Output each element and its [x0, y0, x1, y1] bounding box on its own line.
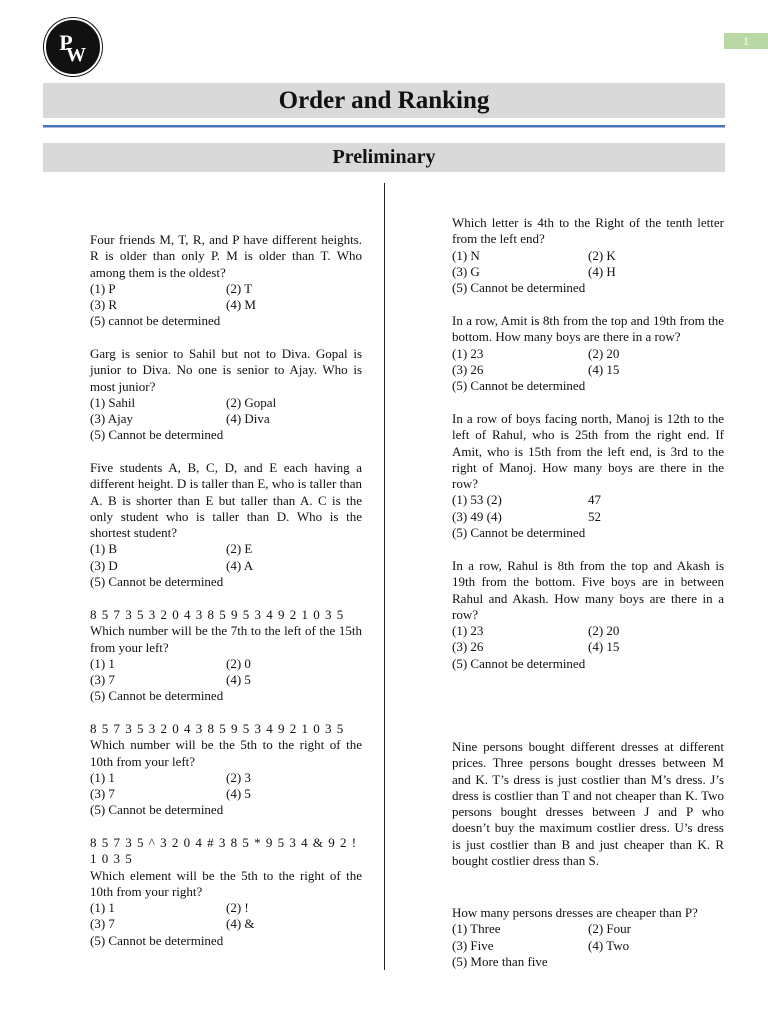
question-block: [90, 346, 362, 444]
option: (1) Sahil: [90, 394, 136, 410]
option: (5) Cannot be determined: [90, 574, 224, 590]
question-text: Five students A, B, C, D, and E each having a different height. D is taller than E, who is taller than A. B is shorter than E but taller than A. C is the only student who is taller than D. Who is the shortest student?: [90, 460, 362, 541]
option: (5) Cannot be determined: [452, 378, 586, 394]
option: (2) Gopal: [226, 394, 277, 410]
option: (2) E: [226, 541, 253, 557]
option: (5) Cannot be determined: [90, 802, 224, 818]
page-number: 1: [724, 33, 768, 49]
option: (5) Cannot be determined: [90, 932, 224, 948]
question-block: [452, 905, 724, 970]
question-text: In a row, Rahul is 8th from the top and Akash is 19th from the bottom. Five boys are in between Rahul and Akash. How many boys are there in a row?: [452, 558, 724, 622]
option: (2) 0: [226, 655, 251, 671]
question-block: [452, 215, 724, 296]
option: (1) 23: [452, 623, 484, 639]
option: (4) &: [226, 916, 255, 932]
question-text: Four friends M, T, R, and P have different heights. R is older than only P. M is older than T. Who among them is the oldest?: [90, 232, 362, 280]
option: (5) Cannot be determined: [90, 427, 224, 443]
title-underline-shadow: [43, 127, 725, 128]
symbol-sequence: 8 5 7 3 5 ^ 3 2 0 4 # 3 8 5 * 9 5 3 4 & 9 2 ! 1 0 3 5: [90, 835, 358, 867]
option: (3) 26: [452, 361, 484, 377]
question-block: [90, 460, 362, 590]
options: [452, 623, 724, 672]
question-block: [90, 721, 362, 819]
option: (5) Cannot be determined: [452, 525, 586, 541]
options: [452, 248, 724, 297]
question-block: [90, 607, 362, 705]
option: (4) Diva: [226, 411, 270, 427]
option: (2) Four: [588, 921, 631, 937]
option: (1) 53 (2): [452, 492, 502, 508]
option: (2) K: [588, 247, 616, 263]
option: (3) 7: [90, 786, 115, 802]
question-text: In a row, Amit is 8th from the top and 19th from the bottom. How many boys are there in a row?: [452, 313, 724, 345]
option: (5) Cannot be determined: [452, 655, 586, 671]
option: (2) 20: [588, 623, 620, 639]
question-block: [90, 835, 362, 949]
option: (5) cannot be determined: [90, 313, 221, 329]
option: (1) P: [90, 280, 116, 296]
pw-logo: [44, 18, 102, 76]
number-sequence: 8 5 7 3 5 3 2 0 4 3 8 5 9 5 3 4 9 2 1 0 3 5: [90, 721, 345, 736]
option: (4) 15: [588, 361, 620, 377]
question-block: [452, 411, 724, 541]
question-block: [452, 558, 724, 672]
options: [90, 395, 362, 444]
svg-text:P: P: [59, 30, 73, 55]
option: (4) 15: [588, 639, 620, 655]
option: (1) 23: [452, 345, 484, 361]
option: (1) N: [452, 247, 480, 263]
options: [452, 492, 724, 541]
option: (4) A: [226, 557, 254, 573]
number-sequence: 8 5 7 3 5 3 2 0 4 3 8 5 9 5 3 4 9 2 1 0 3 5: [90, 607, 345, 622]
option: (4) Two: [588, 937, 630, 953]
option: (4) M: [226, 297, 256, 313]
passage-text: Nine persons bought different dresses at different prices. Three persons bought dresses between M and K. T’s dress is just costlier than M’s dress. J’s dress is costlier than T and not cheaper than K. Two persons bought dresses between J and P who doesn’t buy the maximum costlier dress. U’s dress is just costlier than B and just cheaper than K. R bought costlier dress than S.: [452, 739, 724, 869]
option: (1) 1: [90, 900, 115, 916]
option: (3) Ajay: [90, 411, 133, 427]
svg-text:W: W: [66, 44, 86, 66]
section-heading: Preliminary: [43, 143, 725, 172]
question-text: In a row of boys facing north, Manoj is 12th to the left of Rahul, who is 25th from the right end. If Amit, who is 15th from the left end, is 3rd to the right of Manoj. How many boys are there in the row?: [452, 411, 724, 492]
passage-block: [452, 739, 724, 869]
options: [90, 656, 362, 705]
question-text: Which element will be the 5th to the right of the 10th from your right?: [90, 867, 362, 899]
option: (2) T: [226, 280, 253, 296]
option: (1) 1: [90, 769, 115, 785]
question-text: How many persons dresses are cheaper than P?: [452, 905, 698, 920]
option: (2) 3: [226, 769, 251, 785]
options: [452, 921, 724, 970]
question-block: [452, 313, 724, 394]
options: [90, 541, 362, 590]
page-title: Order and Ranking: [43, 83, 725, 118]
option: (3) 7: [90, 916, 115, 932]
option: (4) H: [588, 263, 616, 279]
option: (3) R: [90, 297, 118, 313]
options: [452, 346, 724, 395]
option: (4) 5: [226, 786, 251, 802]
option: 47: [588, 492, 601, 508]
option: (1) Three: [452, 921, 501, 937]
option: (5) More than five: [452, 953, 548, 969]
option: (1) B: [90, 541, 118, 557]
options: [90, 900, 362, 949]
question-text: Which number will be the 5th to the right of the 10th from your left?: [90, 737, 362, 769]
option: (2) 20: [588, 345, 620, 361]
question-text: Which letter is 4th to the Right of the tenth letter from the left end?: [452, 215, 724, 247]
option: (5) Cannot be determined: [452, 280, 586, 296]
option: (2) !: [226, 900, 249, 916]
options: [90, 770, 362, 819]
options: [90, 281, 362, 330]
question-text: Which number will be the 7th to the left of the 15th from your left?: [90, 623, 362, 655]
option: (3) D: [90, 557, 118, 573]
option: (3) 7: [90, 672, 115, 688]
option: (1) 1: [90, 655, 115, 671]
option: (3) 49 (4): [452, 508, 502, 524]
option: 52: [588, 508, 601, 524]
option: (3) Five: [452, 937, 494, 953]
question-text: Garg is senior to Sahil but not to Diva. Gopal is junior to Diva. No one is senior to Ajay. Who is most junior?: [90, 346, 362, 394]
question-block: [90, 232, 362, 330]
option: (3) 26: [452, 639, 484, 655]
column-divider: [384, 183, 385, 970]
option: (4) 5: [226, 672, 251, 688]
option: (3) G: [452, 263, 480, 279]
option: (5) Cannot be determined: [90, 688, 224, 704]
